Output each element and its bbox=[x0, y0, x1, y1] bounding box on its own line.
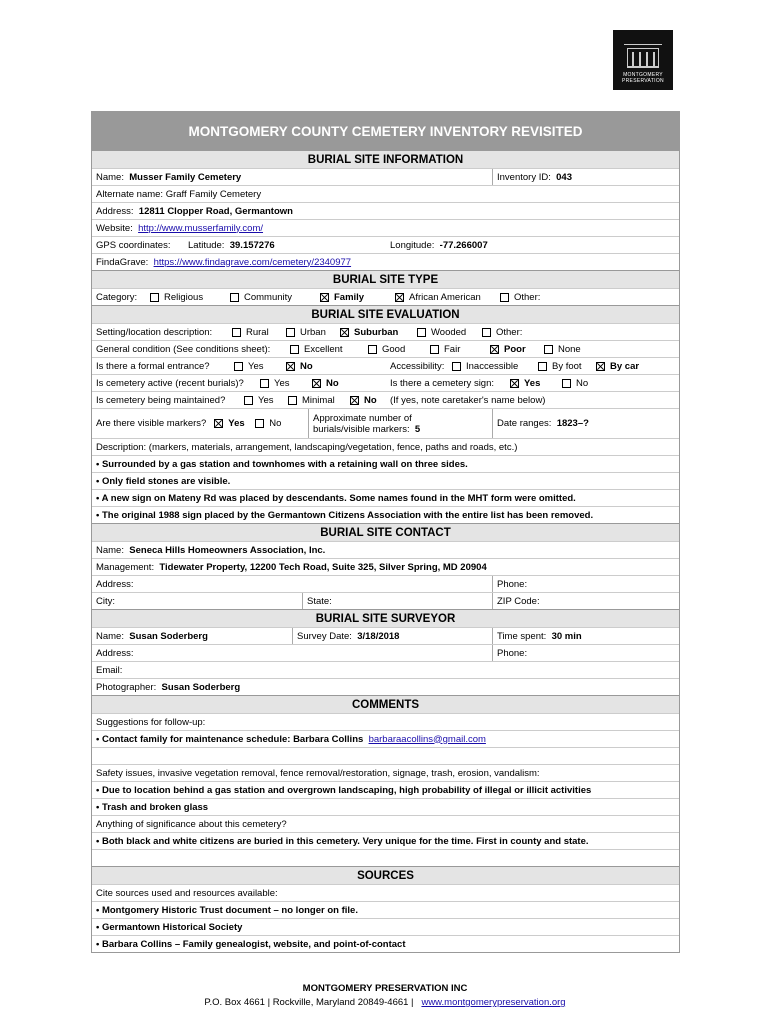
checkbox-by-car[interactable] bbox=[596, 362, 605, 371]
management-label: Management: bbox=[96, 561, 155, 573]
row-contact-name bbox=[92, 541, 679, 558]
accessibility-label: Accessibility: bbox=[390, 360, 445, 372]
checkbox-none[interactable] bbox=[544, 345, 553, 354]
inventory-form bbox=[91, 111, 680, 953]
checkbox-maintained-no[interactable] bbox=[350, 396, 359, 405]
checkbox-markers-no[interactable] bbox=[255, 419, 264, 428]
row-safety-label bbox=[92, 764, 679, 781]
row-markers bbox=[92, 408, 679, 438]
checkbox-by-foot[interactable] bbox=[538, 362, 547, 371]
footer-address: P.O. Box 4661 | Rockville, Maryland 20849-4661 | bbox=[204, 997, 414, 1008]
row-significance bbox=[92, 832, 679, 849]
checkbox-excellent[interactable] bbox=[290, 345, 299, 354]
section-evaluation: BURIAL SITE EVALUATION bbox=[92, 305, 679, 323]
checkbox-fair[interactable] bbox=[430, 345, 439, 354]
safety-text-1[interactable]: • Due to location behind a gas station and overgrown landscaping, high probability of illegal or illicit activities bbox=[96, 784, 592, 796]
logo bbox=[613, 30, 673, 90]
significance-text[interactable]: • Both black and white citizens are buried in this cemetery. Very unique for the time. First in county and state. bbox=[96, 835, 589, 847]
longitude-value[interactable]: -77.266007 bbox=[439, 239, 488, 251]
checkbox-african-american[interactable] bbox=[395, 293, 404, 302]
description-line bbox=[92, 472, 679, 489]
african-american-label: African American bbox=[409, 291, 481, 303]
by-foot-label: By foot bbox=[552, 360, 582, 372]
sign-no-label: No bbox=[576, 377, 589, 389]
address-label: Address: bbox=[96, 205, 134, 217]
address-value[interactable]: 12811 Clopper Road, Germantown bbox=[138, 205, 293, 217]
row-followup bbox=[92, 730, 679, 747]
fair-label: Fair bbox=[444, 343, 461, 355]
excellent-label: Excellent bbox=[304, 343, 343, 355]
minimal-label: Minimal bbox=[302, 394, 335, 406]
source-item bbox=[92, 935, 679, 952]
inaccessible-label: Inaccessible bbox=[466, 360, 519, 372]
safety-label: Safety issues, invasive vegetation removal, fence removal/restoration, signage, trash, erosion, vandalism: bbox=[96, 767, 540, 779]
survey-date-label: Survey Date: bbox=[297, 630, 352, 642]
sources-label: Cite sources used and resources available: bbox=[96, 887, 278, 899]
contact-address-field[interactable]: Address: bbox=[96, 578, 134, 590]
name-label: Name: bbox=[96, 171, 124, 183]
sign-label: Is there a cemetery sign: bbox=[390, 377, 495, 389]
maintained-yes-label: Yes bbox=[258, 394, 274, 406]
markers-yes-label: Yes bbox=[228, 418, 245, 429]
row-gps bbox=[92, 236, 679, 253]
row-photographer bbox=[92, 678, 679, 695]
time-spent-value[interactable]: 30 min bbox=[551, 630, 582, 642]
management-value[interactable]: Tidewater Property, 12200 Tech Road, Suite 325, Silver Spring, MD 20904 bbox=[159, 561, 487, 573]
findagrave-label: FindaGrave: bbox=[96, 256, 149, 268]
religious-label: Religious bbox=[164, 291, 204, 303]
row-safety bbox=[92, 798, 679, 815]
source-item bbox=[92, 901, 679, 918]
maintained-no-label: No bbox=[364, 394, 377, 406]
section-comments: COMMENTS bbox=[92, 695, 679, 713]
checkbox-entrance-yes[interactable] bbox=[234, 362, 243, 371]
family-label: Family bbox=[334, 291, 365, 303]
logo-line-1: MONTGOMERY bbox=[623, 72, 663, 78]
row-maintained bbox=[92, 391, 679, 408]
approx-value[interactable]: 5 bbox=[414, 423, 421, 435]
section-type: BURIAL SITE TYPE bbox=[92, 270, 679, 288]
checkbox-rural[interactable] bbox=[232, 328, 241, 337]
latitude-label: Latitude: bbox=[188, 239, 225, 251]
approx-label-1: Approximate number of bbox=[313, 412, 412, 424]
checkbox-wooded[interactable] bbox=[417, 328, 426, 337]
inventory-value[interactable]: 043 bbox=[556, 171, 572, 183]
section-sources: SOURCES bbox=[92, 866, 679, 884]
survey-date-value[interactable]: 3/18/2018 bbox=[357, 630, 400, 642]
checkbox-active-yes[interactable] bbox=[260, 379, 269, 388]
checkbox-good[interactable] bbox=[368, 345, 377, 354]
surveyor-email-field[interactable]: Email: bbox=[96, 664, 123, 676]
sign-yes-label: Yes bbox=[524, 377, 541, 389]
contact-name-label: Name: bbox=[96, 544, 124, 556]
contact-phone-field[interactable]: Phone: bbox=[492, 576, 681, 592]
footer-website-link[interactable]: www.montgomerypreservation.org bbox=[421, 997, 566, 1008]
description-text-2[interactable]: • Only field stones are visible. bbox=[96, 475, 231, 487]
row-blank bbox=[92, 747, 679, 764]
other-setting-label: Other: bbox=[496, 326, 523, 338]
suburban-label: Suburban bbox=[354, 326, 399, 338]
source-text-3[interactable]: • Barbara Collins – Family genealogist, website, and point-of-contact bbox=[96, 938, 406, 950]
gps-label: GPS coordinates: bbox=[96, 239, 171, 251]
checkbox-minimal[interactable] bbox=[288, 396, 297, 405]
row-entrance bbox=[92, 357, 679, 374]
checkbox-poor[interactable] bbox=[490, 345, 499, 354]
active-yes-label: Yes bbox=[274, 377, 290, 389]
surveyor-name-label: Name: bbox=[96, 630, 124, 642]
description-text-4[interactable]: • The original 1988 sign placed by the Germantown Citizens Association with the entire list has been removed. bbox=[96, 509, 594, 521]
inventory-label: Inventory ID: bbox=[497, 171, 551, 183]
good-label: Good bbox=[382, 343, 406, 355]
alternate-name[interactable]: Alternate name: Graff Family Cemetery bbox=[96, 188, 262, 200]
row-significance-label bbox=[92, 815, 679, 832]
time-spent-label: Time spent: bbox=[497, 630, 547, 642]
footer-address-line bbox=[0, 997, 770, 1008]
condition-label: General condition (See conditions sheet): bbox=[96, 343, 271, 355]
row-blank bbox=[92, 849, 679, 866]
row-setting bbox=[92, 323, 679, 340]
section-contact: BURIAL SITE CONTACT bbox=[92, 523, 679, 541]
checkbox-religious[interactable] bbox=[150, 293, 159, 302]
row-findagrave bbox=[92, 253, 679, 270]
longitude-label: Longitude: bbox=[390, 239, 435, 251]
wooded-label: Wooded bbox=[431, 326, 467, 338]
none-label: None bbox=[558, 343, 581, 355]
building-icon bbox=[627, 48, 659, 68]
description-line bbox=[92, 455, 679, 472]
description-label: Description: (markers, materials, arrangement, landscaping/vegetation, fence, paths and roads, etc.) bbox=[96, 441, 518, 453]
checkbox-active-no[interactable] bbox=[312, 379, 321, 388]
row-surveyor-name bbox=[92, 627, 679, 644]
findagrave-link[interactable]: https://www.findagrave.com/cemetery/2340977 bbox=[153, 256, 352, 268]
maintained-label: Is cemetery being maintained? bbox=[96, 394, 226, 406]
category-label: Category: bbox=[96, 291, 138, 303]
row-management bbox=[92, 558, 679, 575]
checkbox-community[interactable] bbox=[230, 293, 239, 302]
photographer-label: Photographer: bbox=[96, 681, 157, 693]
active-no-label: No bbox=[326, 377, 339, 389]
checkbox-suburban[interactable] bbox=[340, 328, 349, 337]
description-text-1[interactable]: • Surrounded by a gas station and townhomes with a retaining wall on three sides. bbox=[96, 458, 468, 470]
urban-label: Urban bbox=[300, 326, 326, 338]
name-value[interactable]: Musser Family Cemetery bbox=[129, 171, 242, 183]
by-car-label: By car bbox=[610, 360, 640, 372]
followup-label: Suggestions for follow-up: bbox=[96, 716, 206, 728]
poor-label: Poor bbox=[504, 343, 526, 355]
latitude-value[interactable]: 39.157276 bbox=[229, 239, 275, 251]
description-line bbox=[92, 506, 679, 523]
markers-no-label: No bbox=[269, 418, 282, 429]
row-name bbox=[92, 168, 679, 185]
website-label: Website: bbox=[96, 222, 133, 234]
row-condition bbox=[92, 340, 679, 357]
rural-label: Rural bbox=[246, 326, 269, 338]
surveyor-address-field[interactable]: Address: bbox=[96, 647, 134, 659]
contact-state-field[interactable]: State: bbox=[302, 593, 492, 609]
photographer-value[interactable]: Susan Soderberg bbox=[161, 681, 241, 693]
checkbox-family[interactable] bbox=[320, 293, 329, 302]
caretaker-note: (If yes, note caretaker's name below) bbox=[390, 394, 546, 406]
source-text-1[interactable]: • Montgomery Historic Trust document – no longer on file. bbox=[96, 904, 358, 916]
safety-text-2[interactable]: • Trash and broken glass bbox=[96, 801, 209, 813]
checkbox-maintained-yes[interactable] bbox=[244, 396, 253, 405]
section-information: BURIAL SITE INFORMATION bbox=[92, 150, 679, 168]
description-line bbox=[92, 489, 679, 506]
row-alt-name bbox=[92, 185, 679, 202]
followup-email-link[interactable]: barbaraacollins@gmail.com bbox=[368, 733, 486, 745]
row-website bbox=[92, 219, 679, 236]
row-active bbox=[92, 374, 679, 391]
row-surveyor-address bbox=[92, 644, 679, 661]
row-contact-city bbox=[92, 592, 679, 609]
checkbox-urban[interactable] bbox=[286, 328, 295, 337]
significance-label: Anything of significance about this cemetery? bbox=[96, 818, 287, 830]
dates-label: Date ranges: bbox=[497, 418, 552, 429]
checkbox-entrance-no[interactable] bbox=[286, 362, 295, 371]
footer-org: MONTGOMERY PRESERVATION INC bbox=[302, 983, 468, 994]
checkbox-other-setting[interactable] bbox=[482, 328, 491, 337]
community-label: Community bbox=[244, 291, 293, 303]
row-description bbox=[92, 438, 679, 455]
entrance-no-label: No bbox=[300, 360, 313, 372]
entrance-label: Is there a formal entrance? bbox=[96, 360, 210, 372]
row-address bbox=[92, 202, 679, 219]
checkbox-sign-yes[interactable] bbox=[510, 379, 519, 388]
row-followup-label bbox=[92, 713, 679, 730]
source-text-2[interactable]: • Germantown Historical Society bbox=[96, 921, 243, 933]
checkbox-other-type[interactable] bbox=[500, 293, 509, 302]
contact-name-value[interactable]: Seneca Hills Homeowners Association, Inc. bbox=[129, 544, 326, 556]
row-surveyor-email bbox=[92, 661, 679, 678]
setting-label: Setting/location description: bbox=[96, 326, 213, 338]
approx-label-2: burials/visible markers: bbox=[313, 423, 410, 435]
dates-value[interactable]: 1823–? bbox=[556, 418, 589, 429]
surveyor-name-value[interactable]: Susan Soderberg bbox=[129, 630, 208, 642]
contact-zip-field[interactable]: ZIP Code: bbox=[492, 593, 681, 609]
contact-city-field[interactable]: City: bbox=[96, 595, 115, 607]
row-category bbox=[92, 288, 679, 305]
row-contact-address bbox=[92, 575, 679, 592]
form-title: MONTGOMERY COUNTY CEMETERY INVENTORY REVISITED bbox=[92, 112, 679, 150]
other-type-label: Other: bbox=[514, 291, 541, 303]
checkbox-inaccessible[interactable] bbox=[452, 362, 461, 371]
website-link[interactable]: http://www.musserfamily.com/ bbox=[138, 222, 264, 234]
description-text-3[interactable]: • A new sign on Mateny Rd was placed by descendants. Some names found in the MHT form were omitted. bbox=[96, 492, 576, 504]
logo-line-2: PRESERVATION bbox=[622, 78, 664, 84]
row-sources-label bbox=[92, 884, 679, 901]
checkbox-sign-no[interactable] bbox=[562, 379, 571, 388]
section-surveyor: BURIAL SITE SURVEYOR bbox=[92, 609, 679, 627]
active-label: Is cemetery active (recent burials)? bbox=[96, 377, 244, 389]
row-safety bbox=[92, 781, 679, 798]
surveyor-phone-field[interactable]: Phone: bbox=[492, 645, 681, 661]
source-item bbox=[92, 918, 679, 935]
followup-text[interactable]: • Contact family for maintenance schedule: Barbara Collins bbox=[96, 733, 364, 745]
checkbox-markers-yes[interactable] bbox=[214, 419, 223, 428]
markers-label: Are there visible markers? bbox=[96, 418, 207, 429]
entrance-yes-label: Yes bbox=[248, 360, 264, 372]
